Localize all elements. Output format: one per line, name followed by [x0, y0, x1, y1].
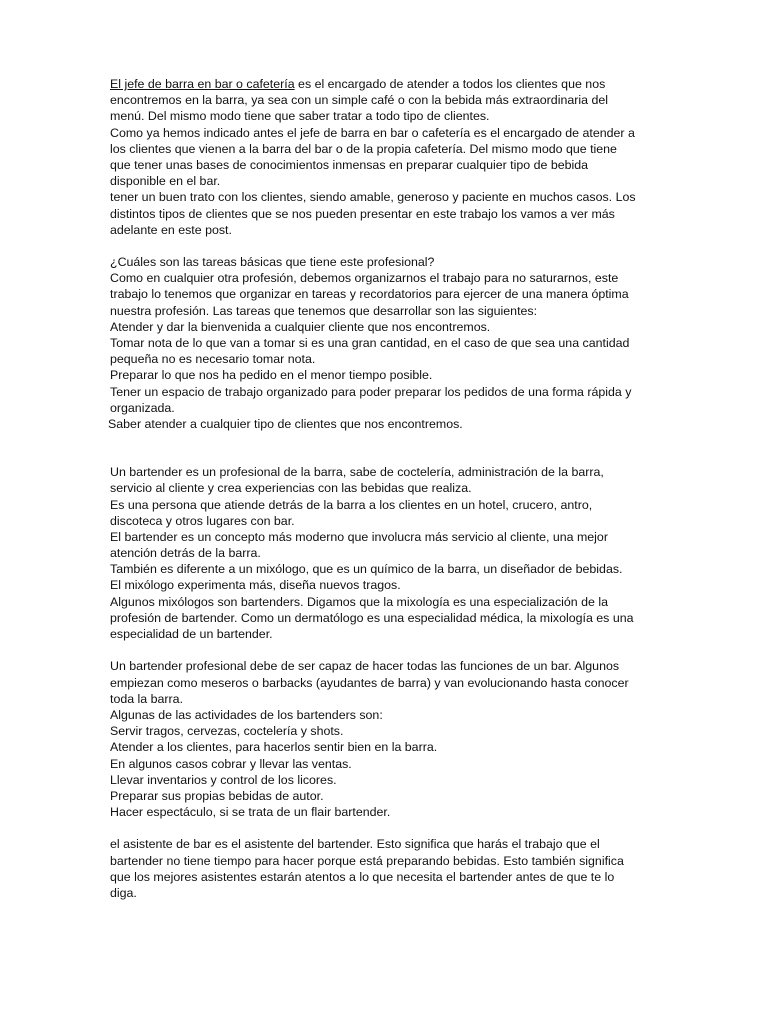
text-line: el asistente de bar es el asistente del bartender. Esto significa que harás el trabajo que el — [110, 837, 600, 852]
text-line: Algunos mixólogos son bartenders. Digamos que la mixología es una especialización de la — [110, 594, 608, 609]
document-body — [110, 76, 670, 901]
text-line: Es una persona que atiende detrás de la barra a los clientes en un hotel, crucero, antro, — [110, 497, 593, 512]
text-line: menú. Del mismo modo tiene que saber tratar a todo tipo de clientes. — [110, 109, 490, 124]
text-line: tener un buen trato con los clientes, siendo amable, generoso y paciente en muchos casos. Los — [110, 190, 636, 205]
text-line: Tener un espacio de trabajo organizado para poder preparar los pedidos de una forma rápida y — [110, 384, 632, 399]
text-line: Un bartender profesional debe de ser capaz de hacer todas las funciones de un bar. Algunos — [110, 659, 620, 674]
text-line: atención detrás de la barra. — [110, 546, 261, 561]
text-line: especialidad de un bartender. — [110, 627, 273, 641]
text-line: El bartender es un concepto más moderno que involucra más servicio al cliente, una mejor — [110, 529, 608, 544]
text-line: encontremos en la barra, ya sea con un simple café o con la bebida más extraordinaria del — [110, 93, 608, 108]
paragraph-tareas-basicas — [110, 254, 670, 432]
list-item: Llevar inventarios y control de los licores. — [110, 772, 337, 787]
list-item: Servir tragos, cervezas, coctelería y shots. — [110, 724, 344, 739]
text-line: diga. — [110, 886, 137, 900]
text-line — [110, 76, 670, 92]
text-line: toda la barra. — [110, 691, 184, 706]
text-line: Saber atender a cualquier tipo de clientes que nos encontremos. — [108, 416, 463, 431]
paragraph-bartender-profesional — [110, 658, 670, 820]
list-item: Preparar sus propias bebidas de autor. — [110, 788, 324, 803]
text-line: Como en cualquier otra profesión, debemos organizarnos el trabajo para no saturarnos, este — [110, 271, 619, 286]
text-line: Algunas de las actividades de los bartenders son: — [110, 707, 383, 722]
jefe-de-barra-link[interactable]: El jefe de barra en bar o cafetería — [110, 77, 295, 91]
text-line: organizada. — [110, 400, 175, 415]
text-line: distintos tipos de clientes que se nos pueden presentar en este trabajo los vamos a ver más — [110, 206, 615, 221]
text-line: Atender y dar la bienvenida a cualquier cliente que nos encontremos. — [110, 319, 491, 334]
text-line: que los mejores asistentes estarán atentos a lo que necesita el bartender antes de que te lo — [110, 869, 615, 884]
text-line: discoteca y otros lugares con bar. — [110, 513, 295, 528]
text-line: También es diferente a un mixólogo, que es un químico de la barra, un diseñador de bebidas. — [110, 562, 623, 577]
text-line: profesión de bartender. Como un dermatólogo es una especialidad médica, la mixología es una — [110, 610, 634, 625]
text-line: Como ya hemos indicado antes el jefe de barra en bar o cafetería es el encargado de atender a — [110, 125, 635, 140]
list-item: En algunos casos cobrar y llevar las ventas. — [110, 756, 352, 771]
section-heading: ¿Cuáles son las tareas básicas que tiene este profesional? — [110, 255, 435, 270]
paragraph-bartender-definicion — [110, 464, 670, 642]
list-item: Atender a los clientes, para hacerlos sentir bien en la barra. — [110, 740, 438, 755]
text-line: Un bartender es un profesional de la barra, sabe de coctelería, administración de la barra, — [110, 465, 604, 480]
text-line: pequeña no es necesario tomar nota. — [110, 352, 316, 367]
paragraph-asistente-de-bar — [110, 836, 670, 901]
text-line: disponible en el bar. — [110, 174, 221, 189]
text-line: bartender no tiene tiempo para hacer porque está preparando bebidas. Esto también significa — [110, 853, 624, 868]
list-item: Hacer espectáculo, si se trata de un flair bartender. — [110, 805, 391, 820]
text-line-rest: es el encargado de atender a todos los clientes que nos — [294, 77, 606, 91]
text-line: adelante en este post. — [110, 222, 232, 237]
paragraph-spacer — [110, 820, 670, 836]
text-line: que tener unas bases de conocimientos inmensas en preparar cualquier tipo de bebida — [110, 157, 589, 172]
text-line: Tomar nota de lo que van a tomar si es una gran cantidad, en el caso de que sea una cantidad — [110, 336, 630, 350]
text-line: empiezan como meseros o barbacks (ayudantes de barra) y van evolucionando hasta conocer — [110, 675, 629, 690]
paragraph-jefe-de-barra — [110, 76, 670, 238]
text-line: nuestra profesión. Las tareas que tenemos que desarrollar son las siguientes: — [110, 303, 538, 318]
paragraph-spacer — [110, 432, 670, 464]
text-line: trabajo lo tenemos que organizar en tareas y recordatorios para ejercer de una manera óptima — [110, 287, 629, 302]
paragraph-spacer — [110, 238, 670, 254]
text-line: los clientes que vienen a la barra del bar o de la propia cafetería. Del mismo modo que tiene — [110, 141, 617, 156]
paragraph-spacer — [110, 642, 670, 658]
text-line: El mixólogo experimenta más, diseña nuevos tragos. — [110, 578, 401, 593]
text-line: servicio al cliente y crea experiencias con las bebidas que realiza. — [110, 481, 472, 496]
text-line: Preparar lo que nos ha pedido en el menor tiempo posible. — [110, 368, 433, 383]
